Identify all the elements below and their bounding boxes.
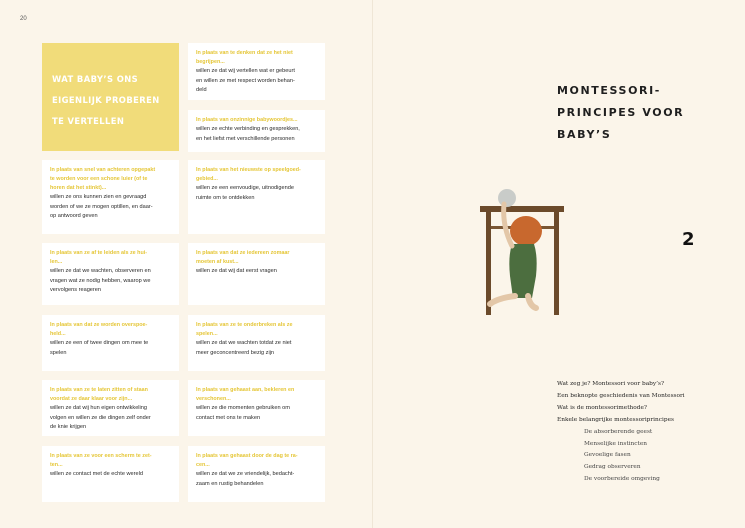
card-body-line: vragen wat ze nodig hebben, waarop we — [50, 277, 151, 284]
statement-card — [188, 243, 325, 305]
statement-card — [42, 446, 179, 502]
card-body-line: willen ze dat wij hun eigen ontwikkeling — [50, 405, 148, 411]
table-of-contents — [557, 379, 685, 486]
card-body-line: willen ze ons kunnen zien en gevraagd — [50, 194, 147, 200]
card-body-line: contact met ons te maken — [196, 414, 261, 421]
card-highlight-line: In plaats van ze te onderbreken als ze — [196, 322, 293, 328]
card-body-line: meer geconcentreerd bezig zijn — [196, 349, 275, 356]
card-highlight-line: len... — [50, 259, 63, 265]
card-body-line: willen ze die momenten gebruiken om — [196, 405, 290, 411]
section-title-line: WAT BABY’S ONS — [52, 74, 139, 84]
statement-card — [188, 43, 325, 100]
card-highlight-line: held... — [50, 331, 66, 337]
toc-subitem: Gedrag observeren — [584, 464, 641, 471]
card-body-line: spelen — [50, 349, 67, 356]
card-highlight-line: spelen... — [196, 331, 218, 337]
card-highlight-line: gebied... — [196, 176, 218, 182]
chapter-title — [557, 80, 684, 146]
card-body-line: zaam en rustig behandelen — [196, 480, 264, 487]
card-body-line: willen ze dat wij vertellen wat er gebeurt — [196, 68, 295, 74]
chapter-title-line: MONTESSORI- — [557, 84, 661, 97]
card-body-line: en willen ze met respect worden behan- — [196, 77, 295, 84]
card-body-line: deld — [196, 87, 207, 93]
toc-item: Wat is de montessorimethode? — [557, 404, 648, 411]
card-body-line: willen ze dat we wachten totdat ze niet — [196, 340, 292, 346]
card-body-line: vervolgens reageren — [50, 287, 101, 293]
card-body-line: en het liefst met verschillende personen — [196, 135, 295, 142]
card-highlight-line: In plaats van te denken dat ze het niet — [196, 50, 293, 56]
card-highlight-line: In plaats van gehaast aan, bekleren en — [196, 387, 295, 393]
card-highlight-line: In plaats van ze te laten zitten of staan — [50, 387, 148, 393]
card-highlight-line: te worden voor een schone luier (of te — [50, 176, 148, 182]
statement-card — [42, 380, 179, 436]
card-highlight-line: cen... — [196, 462, 210, 468]
section-title-box — [42, 43, 179, 151]
card-body-line: willen ze dat we ze vriendelijk, bedacht- — [196, 471, 295, 477]
toc-item: Een beknopte geschiedenis van Montessori — [557, 392, 685, 399]
card-highlight-line: moeten af kust... — [196, 259, 239, 265]
card-body-line: willen ze een eenvoudige, uitnodigende — [196, 185, 294, 191]
toc-subitem: Gevoelige fasen — [584, 452, 631, 459]
toc-subitem: De voorbereide omgeving — [584, 476, 660, 483]
toc-subitem: De absorberende geest — [584, 428, 653, 435]
toc-item: Wat zeg je? Montessori voor baby’s? — [557, 381, 665, 387]
statement-card — [188, 160, 325, 234]
statement-card — [188, 446, 325, 502]
statement-card — [42, 243, 179, 305]
card-body-line: de knie krijgen — [50, 424, 87, 430]
card-body-line: op antwoord geven — [50, 213, 98, 219]
card-body-line: willen ze contact met de echte wereld — [50, 471, 143, 477]
statement-card — [42, 315, 179, 371]
card-highlight-line: In plaats van ze af te leiden als ze hui- — [50, 250, 148, 256]
card-body-line: worden of we ze mogen optillen, en daar- — [50, 203, 153, 210]
card-body-line: willen ze dat we wachten, observeren en — [50, 268, 151, 274]
statement-card — [188, 110, 325, 152]
chapter-title-line: PRINCIPES VOOR — [557, 106, 685, 119]
card-highlight-line: horen dat het stinkt)... — [50, 185, 107, 191]
section-title-line: EIGENLIJK PROBEREN — [52, 95, 160, 105]
section-title-line: TE VERTELLEN — [52, 116, 125, 126]
card-body-line: volgen en willen ze die dingen zelf onder — [50, 414, 151, 421]
card-body-line: ruimte om te ontdekken — [196, 194, 255, 201]
baby-at-table-illustration — [468, 186, 568, 318]
card-highlight-line: In plaats van snel van achteren opgepakt — [50, 167, 156, 173]
card-body-line: willen ze een of twee dingen om mee te — [50, 340, 149, 346]
toc-subitem: Menselijke instincten — [584, 440, 648, 447]
card-highlight-line: In plaats van onzinnige babywoordjes... — [196, 117, 298, 123]
chapter-title-line: BABY’S — [557, 128, 612, 141]
page-number: 20 — [20, 16, 27, 22]
card-highlight-line: verschonen... — [196, 396, 231, 402]
statement-card — [188, 315, 325, 371]
chapter-number: 2 — [682, 229, 695, 250]
card-highlight-line: In plaats van dat ze iedereen zomaar — [196, 250, 290, 256]
card-body-line: willen ze dat wij dat eerst vragen — [196, 268, 277, 274]
statement-card — [42, 160, 179, 234]
card-highlight-line: In plaats van dat ze worden overspoe- — [50, 322, 148, 328]
page-spine — [372, 0, 373, 528]
card-body-line: willen ze echte verbinding en gesprekken, — [196, 126, 300, 132]
card-highlight-line: begrijpen... — [196, 59, 225, 65]
card-highlight-line: voordat ze daar klaar voor zijn... — [50, 396, 133, 402]
toc-item: Enkele belangrijke montessoriprincipes — [557, 416, 674, 423]
card-highlight-line: In plaats van ze voor een scherm te zet- — [50, 453, 152, 459]
card-highlight-line: ten... — [50, 462, 63, 468]
card-highlight-line: In plaats van het nieuwste op speelgoed- — [196, 167, 301, 173]
card-highlight-line: In plaats van gehaast door de dag te ra- — [196, 453, 298, 459]
statement-card — [188, 380, 325, 436]
